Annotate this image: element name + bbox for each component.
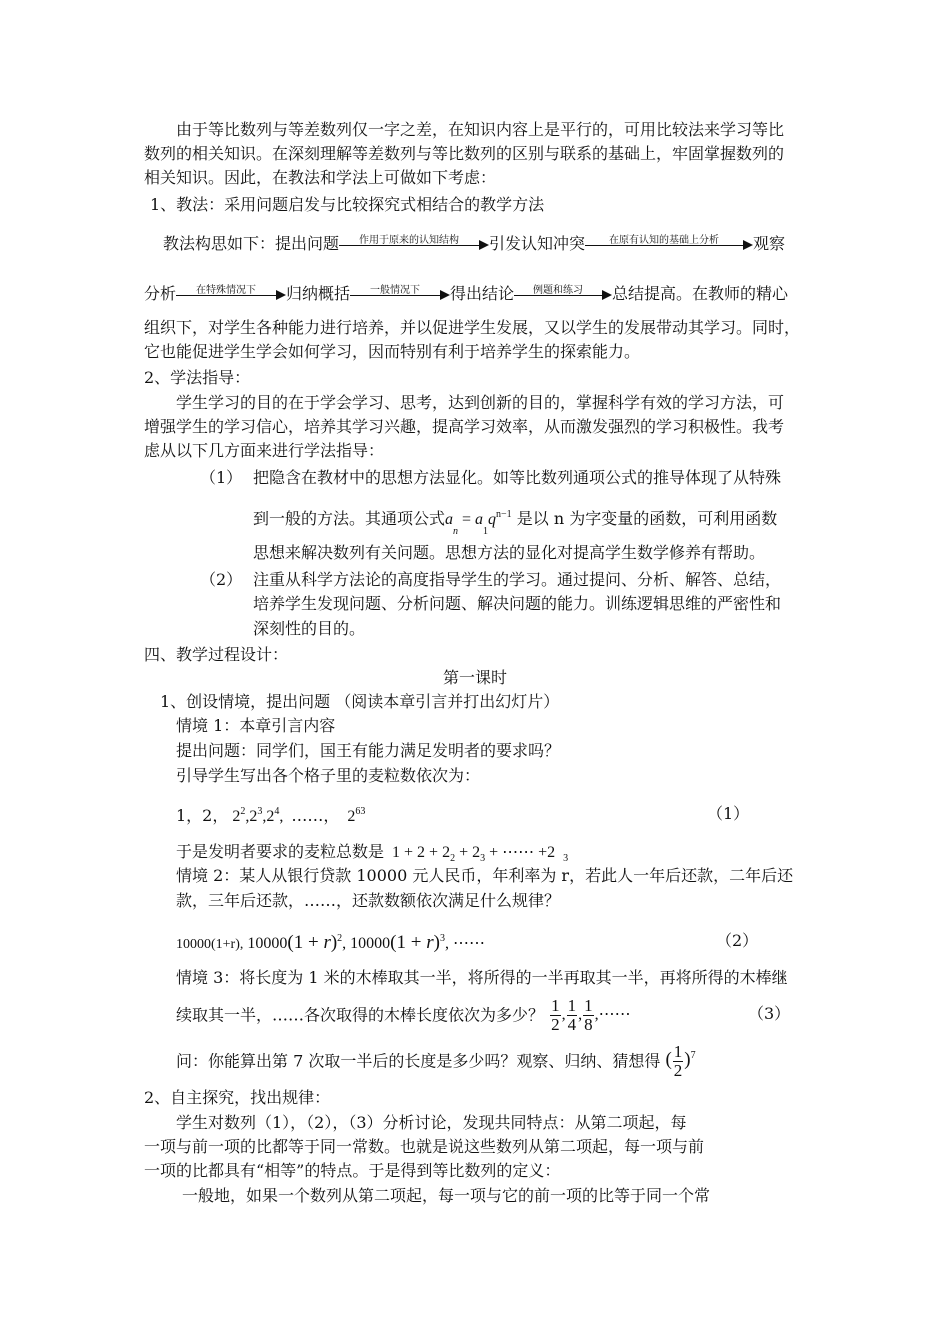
intro-line-3: 相关知识。因此，在教法和学法上可做如下考虑： bbox=[144, 168, 497, 187]
item-2-number: （2） bbox=[200, 570, 243, 589]
section-1-heading: 1、创设情境，提出问题 （阅读本章引言并打出幻灯片） bbox=[160, 692, 560, 711]
sequence-1-dots: ……， bbox=[291, 806, 340, 825]
intro-line-2: 数列的相关知识。在深刻理解等差数列与等比数列的区别与联系的基础上，牢固掌握数列的 bbox=[144, 144, 785, 163]
question-3 bbox=[176, 1043, 696, 1080]
lesson-title: 第一课时 bbox=[443, 668, 508, 687]
flow-arrow-5-label: 例题和练习 bbox=[533, 284, 584, 296]
item-2-line-3: 深刻性的目的。 bbox=[253, 619, 366, 638]
general-term-formula: $a_n = a_1q^{n-1}$ bbox=[445, 509, 512, 537]
teaching-method-line-2: 组织下，对学生各种能力进行培养，并以促进学生发展，又以学生的发展带动其学习。同时， bbox=[144, 318, 801, 337]
teaching-method-heading: 1、教法：采用问题启发与比较探究式相结合的教学方法 bbox=[150, 195, 545, 214]
situation-2-line-1: 情境 2：某人从银行贷款 10000 元人民币，年利率为 r，若此人一年后还款，二年后还 bbox=[176, 866, 794, 885]
situation-2-line-2: 款，三年后还款，……，还款数额依次满足什么规律？ bbox=[176, 891, 561, 910]
flow-arrow-3 bbox=[176, 285, 286, 305]
guide-text: 引导学生写出各个格子里的麦粒数依次为： bbox=[176, 766, 481, 785]
teaching-method-line-3: 它也能促进学生学会如何学习，因而特别有利于培养学生的探索能力。 bbox=[144, 342, 641, 361]
situation-3-line-2-text: 续取其一半，……各次取得的木棒长度依次为多少？ bbox=[176, 1005, 545, 1025]
learning-method-line-2: 增强学生的学习信心，培养其学习兴趣，提高学习效率，从而激发强烈的学习积极性。我考 bbox=[144, 417, 785, 436]
flow-step-3b: 分析 bbox=[144, 284, 177, 303]
teaching-flow-line-1 bbox=[163, 232, 785, 256]
section-2-line-3: 一项的比都具有“相等”的特点。于是得到等比数列的定义： bbox=[144, 1161, 561, 1180]
flow-step-4: 归纳概括 bbox=[286, 284, 351, 303]
question-1: 提出问题：同学们，国王有能力满足发明者的要求吗？ bbox=[176, 741, 561, 760]
flow-step-2: 引发认知冲突 bbox=[489, 234, 586, 253]
learning-method-line-3: 虑从以下几方面来进行学法指导： bbox=[144, 441, 385, 460]
intro-line-1: 由于等比数列与等差数列仅一字之差，在知识内容上是平行的，可用比较法来学习等比 bbox=[176, 120, 785, 139]
learning-method-line-1: 学生学习的目的在于学会学习、思考，达到创新的目的，掌握科学有效的学习方法，可 bbox=[176, 393, 785, 412]
flow-arrow-4 bbox=[350, 285, 450, 305]
equation-tag-1: （1） bbox=[707, 804, 750, 823]
sequence-1-powers: $2^2,2^3,2^4$, bbox=[228, 806, 292, 825]
section-2-line-2: 一项与前一项的比都等于同一常数。也就是说这些数列从第二项起，每一项与前 bbox=[144, 1137, 705, 1156]
situation-3-line-1: 情境 3：将长度为 1 米的木棒取其一半，将所得的一半再取其一半，再将所得的木棒继 bbox=[176, 968, 788, 987]
section-2-heading: 2、自主探究，找出规律： bbox=[144, 1088, 331, 1107]
flow-arrow-1-label: 作用于原来的认知结构 bbox=[359, 234, 460, 246]
item-1-line-2a: 到一般的方法。其通项公式 bbox=[253, 509, 446, 528]
question-3-text: 问：你能算出第 7 次取一半后的长度是多少吗？观察、归纳、猜想得 bbox=[176, 1051, 661, 1071]
flow-step-3: 观察 bbox=[753, 234, 786, 253]
item-1-line-2b: 是以 n 为字变量的函数，可利用函数 bbox=[516, 509, 778, 528]
equation-tag-3: （3） bbox=[748, 1004, 791, 1023]
sum-formula: $1 + 2 + 2_2 + 2_3$ + ⋯⋯ +2 $_3$ bbox=[384, 844, 569, 864]
item-1-line-3: 思想来解决数列有关问题。思想方法的显化对提高学生数学修养有帮助。 bbox=[253, 543, 766, 562]
sequence-2-terms: $10000(1 + r)^2$, $10000(1 + r)^3$, ⋯⋯ bbox=[243, 932, 485, 953]
sum-text: 于是发明者要求的麦粒总数是 bbox=[176, 842, 385, 861]
equation-tag-2: （2） bbox=[716, 931, 759, 950]
sequence-3: $\frac{1}{2}$ , $\frac{1}{4}$ , $\frac{1}{8}$ ,⋯⋯ bbox=[551, 996, 631, 1034]
section-2-line-1: 学生对数列（1），（2），（3）分析讨论，发现共同特点：从第二项起，每 bbox=[176, 1113, 687, 1132]
flow-arrow-4-label: 一般情况下 bbox=[370, 284, 421, 296]
flow-arrow-5 bbox=[514, 285, 612, 305]
sequence-1-start: 1，2， bbox=[176, 806, 229, 825]
item-1-line-2 bbox=[253, 503, 777, 538]
guess-result: ( $\frac{1}{2}$ )$^7$ bbox=[665, 1042, 696, 1080]
flow-arrow-2 bbox=[585, 235, 753, 255]
flow-arrow-1 bbox=[339, 235, 489, 255]
learning-method-heading: 2、学法指导： bbox=[144, 368, 251, 387]
sequence-1-last: $2^{63}$ bbox=[339, 806, 366, 825]
flow-prefix: 教法构思如下：提出问题 bbox=[163, 234, 340, 253]
process-heading: 四、教学过程设计： bbox=[144, 645, 289, 664]
flow-arrow-2-label: 在原有认知的基础上分析 bbox=[609, 234, 720, 246]
flow-step-5: 得出结论 bbox=[450, 284, 515, 303]
situation-3-line-2 bbox=[176, 997, 631, 1034]
item-2-line-1: 注重从科学方法论的高度指导学生的学习。通过提问、分析、解答、总结， bbox=[253, 570, 782, 589]
item-1-number: （1） bbox=[200, 468, 243, 487]
sequence-2 bbox=[176, 927, 485, 957]
teaching-flow-line-2 bbox=[144, 282, 788, 306]
sequence-1 bbox=[176, 800, 365, 829]
section-2-line-4: 一般地，如果一个数列从第二项起，每一项与它的前一项的比等于同一个常 bbox=[182, 1186, 711, 1205]
sequence-2-start: 10000(1+r), bbox=[176, 937, 244, 952]
situation-1: 情境 1：本章引言内容 bbox=[176, 716, 336, 735]
item-1-line-1: 把隐含在教材中的思想方法显化。如等比数列通项公式的推导体现了从特殊 bbox=[253, 468, 782, 487]
item-2-line-2: 培养学生发现问题、分析问题、解决问题的能力。训练逻辑思维的严密性和 bbox=[253, 594, 782, 613]
flow-arrow-3-label: 在特殊情况下 bbox=[196, 284, 257, 296]
flow-step-6: 总结提高。在教师的精心 bbox=[612, 284, 789, 303]
